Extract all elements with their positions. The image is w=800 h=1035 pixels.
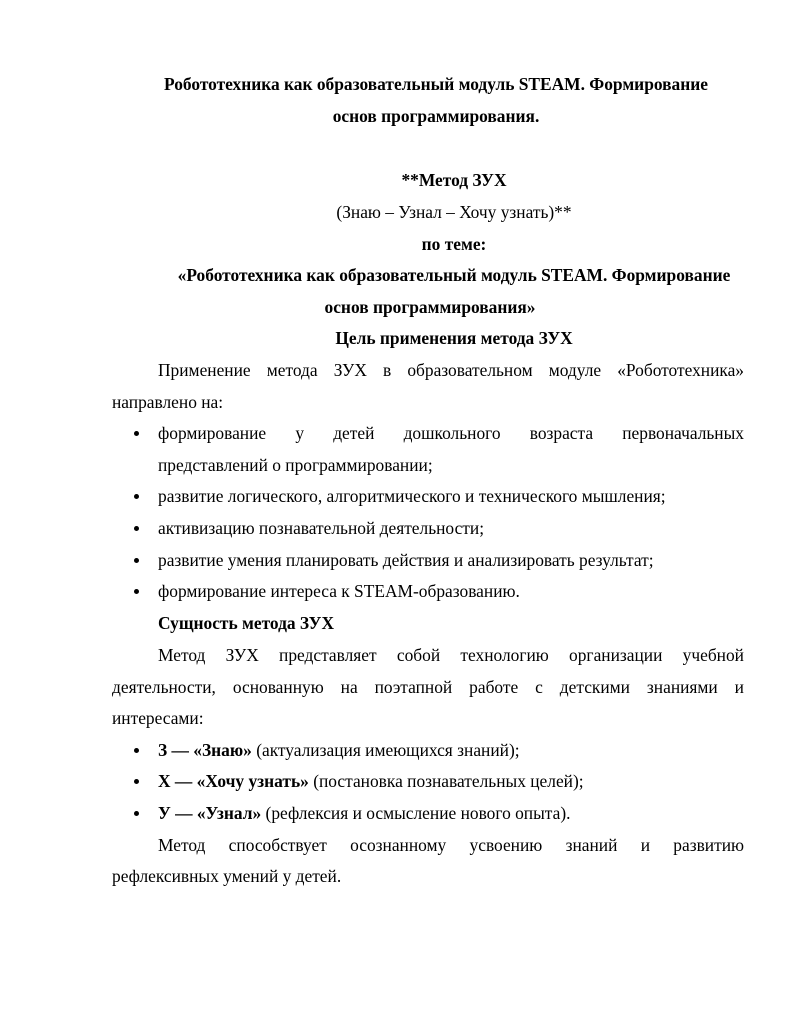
essence-item-2 [158, 771, 584, 792]
document-title-line-1: Робототехника как образовательный модуль STEAM. Формирование [164, 74, 708, 94]
bullet-icon [132, 550, 140, 571]
essence-item-3 [158, 803, 570, 824]
essence-item-1-desc: (актуализация имеющихся знаний); [251, 740, 520, 760]
bullet-icon [132, 518, 140, 539]
document-title-line-2: основ программирования. [332, 106, 540, 126]
essence-heading: Сущность метода ЗУХ [158, 613, 335, 633]
goal-intro-line-2: направлено на: [112, 392, 224, 412]
essence-item-1-term: З — «Знаю» [158, 740, 252, 760]
bullet-icon [132, 486, 140, 507]
bullet-icon [132, 771, 140, 792]
topic-title-line-2: основ программирования» [324, 297, 536, 317]
method-subheading: (Знаю – Узнал – Хочу узнать)** [336, 202, 572, 222]
conclusion-line-1: Метод способствует осознанному усвоению знаний и развитию [158, 835, 744, 855]
method-heading: **Метод ЗУХ [401, 170, 507, 190]
goal-item-1-line-2: представлений о программировании; [158, 455, 433, 475]
goal-item-2: развитие логического, алгоритмического и технического мышления; [158, 486, 666, 506]
essence-item-3-desc: (рефлексия и осмысление нового опыта). [261, 803, 571, 823]
goal-item-5: формирование интереса к STEAM-образованию. [158, 581, 520, 601]
goal-item-3: активизацию познавательной деятельности; [158, 518, 485, 538]
goal-intro-line-1: Применение метода ЗУХ в образовательном модуле «Робототехника» [158, 360, 744, 380]
essence-item-3-term: У — «Узнал» [158, 803, 262, 823]
goal-heading: Цель применения метода ЗУХ [335, 328, 573, 348]
essence-para-line-2: деятельности, основанную на поэтапной работе с детскими знаниями и [112, 677, 744, 697]
essence-para-line-3: интересами: [112, 708, 204, 728]
bullet-icon [132, 423, 140, 444]
bullet-icon [132, 740, 140, 761]
goal-item-4: развитие умения планировать действия и анализировать результат; [158, 550, 654, 570]
essence-item-1 [158, 740, 520, 761]
conclusion-line-2: рефлексивных умений у детей. [112, 866, 342, 886]
essence-para-line-1: Метод ЗУХ представляет собой технологию организации учебной [158, 645, 744, 665]
bullet-icon [132, 581, 140, 602]
goal-item-1-line-1: формирование у детей дошкольного возраста первоначальных [158, 423, 744, 443]
bullet-icon [132, 803, 140, 824]
essence-item-2-term: Х — «Хочу узнать» [158, 771, 309, 791]
topic-label: по теме: [421, 234, 487, 254]
topic-title-line-1: «Робототехника как образовательный модуль STEAM. Формирование [177, 265, 731, 285]
essence-item-2-desc: (постановка познавательных целей); [308, 771, 584, 791]
